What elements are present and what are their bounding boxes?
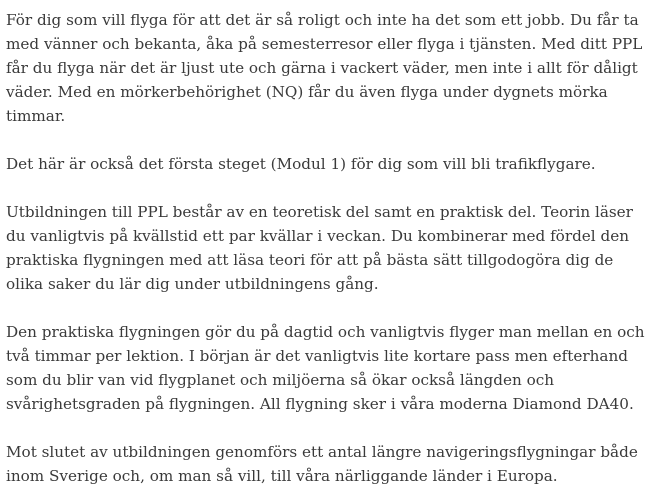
paragraph-ppl-intro: För dig som vill flyga för att det är så roligt och inte ha det som ett jobb. Du får ta med vänner och bekanta, åka på semesterresor eller flyga i tjänsten. Med ditt PPL får du flyga när det är ljust ute och gärna i vackert väder, men inte i allt för dåligt väder. Med en mörkerbehörighet (NQ) får du även flyga under dygnets mörka timmar. [6, 11, 643, 125]
paragraph-module-1: Det här är också det första steget (Modul 1) för dig som vill bli trafikflygare. [6, 155, 596, 173]
article-body [6, 8, 652, 488]
paragraph-practical-flying: Den praktiska flygningen gör du på dagtid och vanligtvis flyger man mellan en och två timmar per lektion. I början är det vanligtvis lite kortare pass men efterhand som du blir van vid flygplanet och miljöerna så ökar också längden och svårighetsgraden på flygningen. All flygning sker i våra moderna Diamond DA40. [6, 323, 645, 413]
paragraph-training-structure: Utbildningen till PPL består av en teoretisk del samt en praktisk del. Teorin läser du vanligtvis på kvällstid ett par kvällar i veckan. Du kombinerar med fördel den praktiska flygningen med att läsa teori för att på bästa sätt tillgodogöra dig de olika saker du lär dig under utbildningens gång. [6, 203, 633, 293]
paragraph-navigation-flights: Mot slutet av utbildningen genomförs ett antal längre navigeringsflygningar både inom Sverige och, om man så vill, till våra närliggande länder i Europa. [6, 443, 638, 485]
